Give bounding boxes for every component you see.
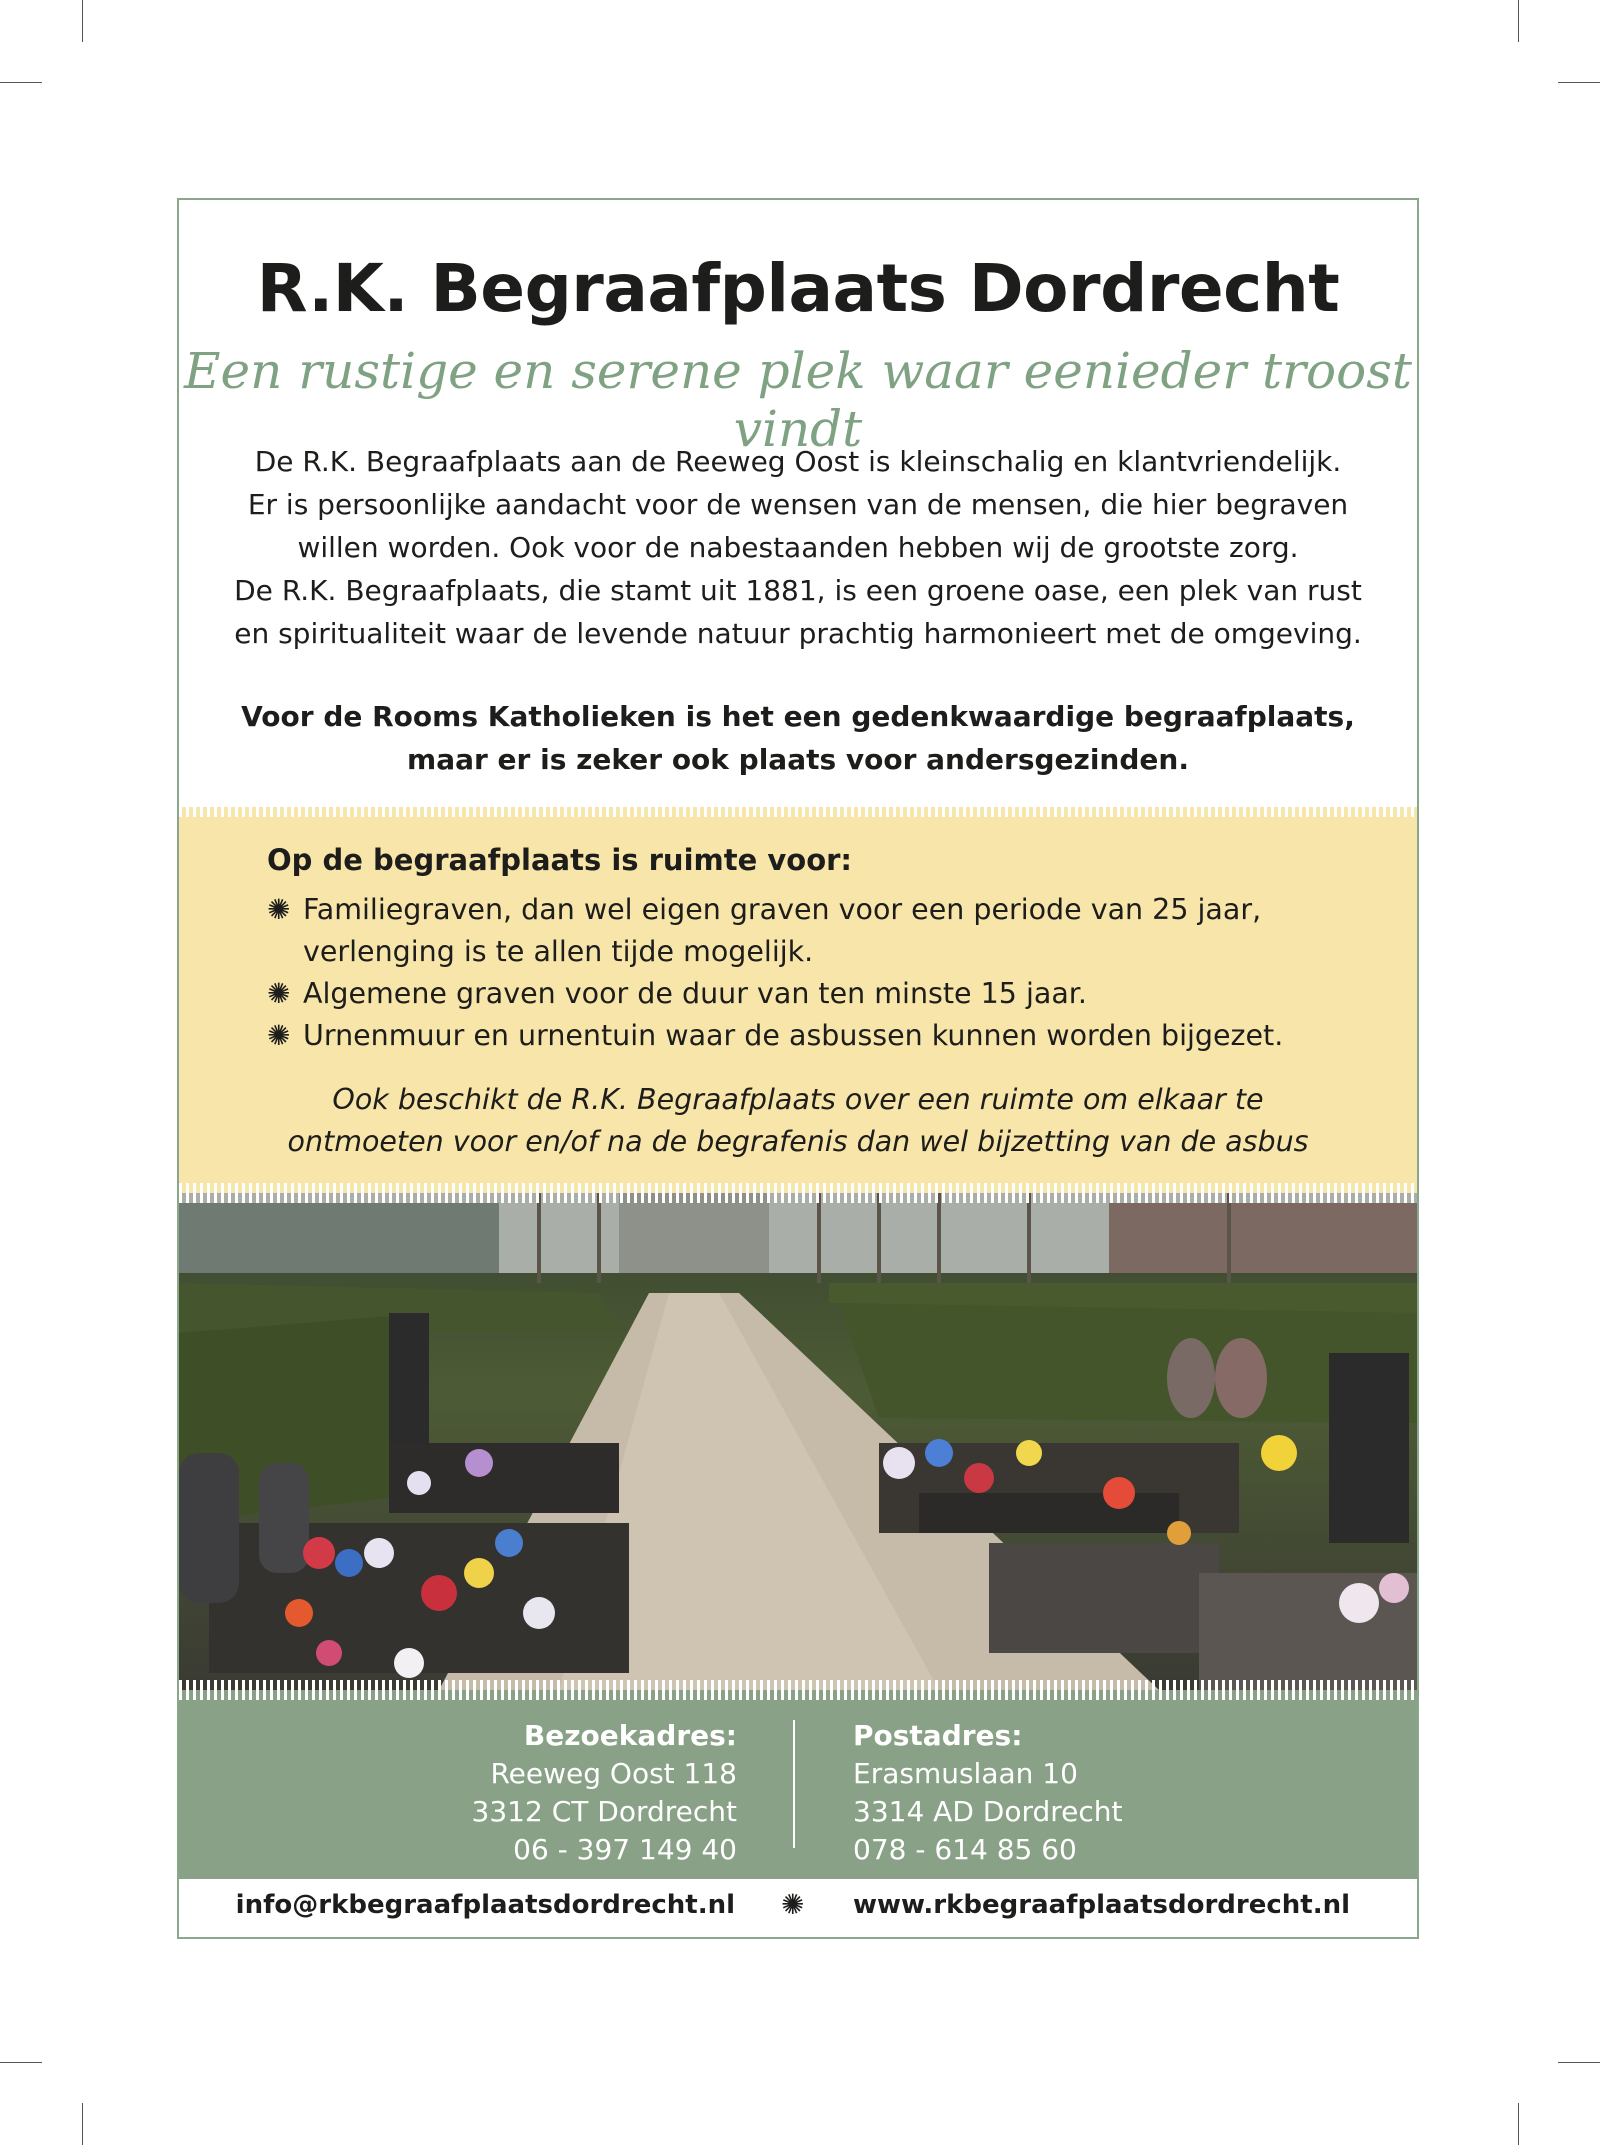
postal-address-street: Erasmuslaan 10 xyxy=(853,1757,1078,1790)
closing-line: ontmoeten voor en/of na de begrafenis dan wel bijzetting van de asbus xyxy=(287,1125,1309,1158)
page-title: R.K. Begraafplaats Dordrecht xyxy=(256,250,1340,327)
features-panel xyxy=(179,807,1417,1193)
address-divider xyxy=(793,1720,795,1848)
intro-bold-paragraph xyxy=(199,695,1397,781)
crop-mark xyxy=(1558,2062,1600,2063)
cemetery-photo xyxy=(179,1193,1417,1690)
crop-mark xyxy=(1558,82,1600,83)
scalloped-edge xyxy=(179,1193,1417,1203)
sun-star-icon: ✺ xyxy=(267,893,291,926)
crop-mark xyxy=(1518,0,1519,42)
intro-line: De R.K. Begraafplaats aan de Reeweg Oost is kleinschalig en klantvriendelijk. xyxy=(254,445,1342,478)
crop-mark xyxy=(1518,2103,1519,2145)
postal-address-city: 3314 AD Dordrecht xyxy=(853,1795,1123,1828)
crop-mark xyxy=(82,2103,83,2145)
intro-paragraph xyxy=(199,440,1397,655)
list-item xyxy=(267,973,1283,1015)
visit-address-street: Reeweg Oost 118 xyxy=(490,1757,737,1790)
contact-panel xyxy=(179,1690,1417,1879)
list-item xyxy=(267,889,1283,973)
closing-paragraph xyxy=(179,1079,1417,1163)
scalloped-edge xyxy=(179,1680,1417,1690)
sun-star-icon: ✺ xyxy=(267,1019,291,1052)
crop-mark xyxy=(0,2062,42,2063)
cemetery-photo-illustration xyxy=(179,1193,1417,1690)
visit-address-label: Bezoekadres: xyxy=(523,1719,737,1752)
intro-bold-line: Voor de Rooms Katholieken is het een gedenkwaardige begraafplaats, xyxy=(241,700,1355,733)
visit-phone[interactable]: 06 - 397 149 40 xyxy=(513,1833,737,1866)
visit-address-city: 3312 CT Dordrecht xyxy=(471,1795,737,1828)
features-heading: Op de begraafplaats is ruimte voor: xyxy=(267,843,853,877)
page-subtitle: Een rustige en serene plek waar eenieder troost vindt xyxy=(184,342,1412,458)
scalloped-edge xyxy=(179,1183,1417,1193)
intro-line: willen worden. Ook voor de nabestaanden hebben wij de grootste zorg. xyxy=(297,531,1299,564)
postal-address xyxy=(853,1717,1123,1869)
advertisement-frame xyxy=(177,198,1419,1939)
postal-address-label: Postadres: xyxy=(853,1719,1023,1752)
sun-star-icon: ✺ xyxy=(267,977,291,1010)
crop-mark xyxy=(0,82,42,83)
list-item-text: Familiegraven, dan wel eigen graven voor een periode van 25 jaar, xyxy=(303,893,1262,926)
scalloped-edge xyxy=(179,807,1417,817)
features-list xyxy=(267,889,1283,1057)
sun-star-icon: ✺ xyxy=(781,1888,805,1921)
closing-line: Ook beschikt de R.K. Begraafplaats over een ruimte om elkaar te xyxy=(332,1083,1264,1116)
list-item-text: verlenging is te allen tijde mogelijk. xyxy=(303,935,814,968)
list-item xyxy=(267,1015,1283,1057)
visit-address xyxy=(472,1717,737,1869)
list-item-text: Algemene graven voor de duur van ten minste 15 jaar. xyxy=(303,977,1087,1010)
footer xyxy=(179,1879,1417,1937)
email-link[interactable]: info@rkbegraafplaatsdordrecht.nl xyxy=(235,1890,735,1920)
intro-line: De R.K. Begraafplaats, die stamt uit 1881, is een groene oase, een plek van rust xyxy=(234,574,1362,607)
crop-mark xyxy=(82,0,83,42)
website-link[interactable]: www.rkbegraafplaatsdordrecht.nl xyxy=(853,1890,1350,1920)
postal-phone[interactable]: 078 - 614 85 60 xyxy=(853,1833,1077,1866)
scalloped-edge xyxy=(179,1690,1417,1700)
intro-bold-line: maar er is zeker ook plaats voor andersgezinden. xyxy=(407,743,1189,776)
list-item-text: Urnenmuur en urnentuin waar de asbussen kunnen worden bijgezet. xyxy=(303,1019,1284,1052)
intro-line: Er is persoonlijke aandacht voor de wensen van de mensen, die hier begraven xyxy=(247,488,1349,521)
intro-line: en spiritualiteit waar de levende natuur prachtig harmonieert met de omgeving. xyxy=(234,617,1362,650)
